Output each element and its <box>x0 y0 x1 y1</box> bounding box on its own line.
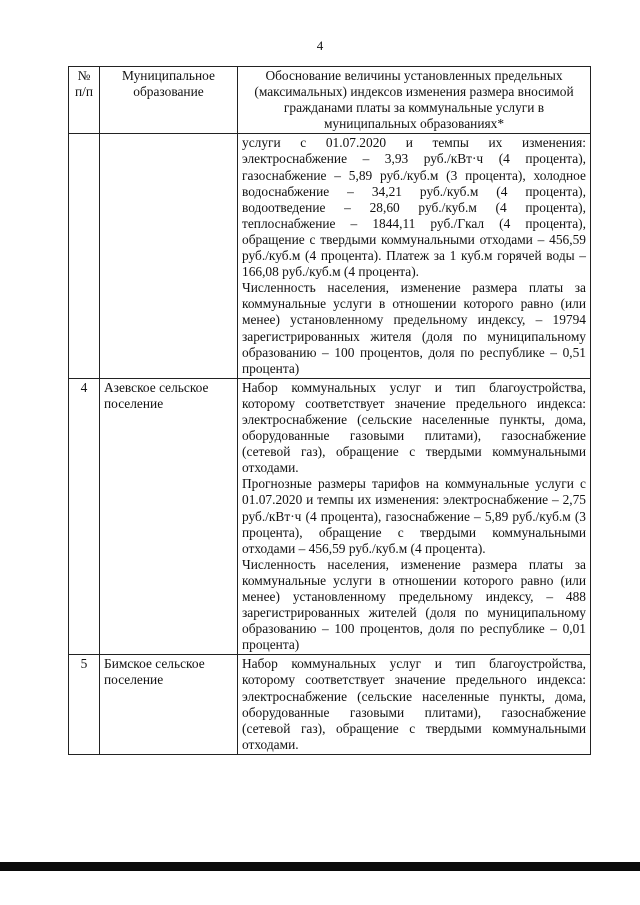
row-justification <box>238 378 591 655</box>
page-number: 4 <box>316 38 324 53</box>
justification-paragraph: Численность населения, изменение размера платы за коммунальные услуги в отношении которого равно (или менее) установленному предельному индексу, – 488 зарегистрированных жителей (доля по муниципальному образованию – 100 процентов, доля по республике – 0,01 процента) <box>242 556 586 653</box>
header-municipality: Муниципальное образование <box>100 67 238 134</box>
justification-paragraph: Набор коммунальных услуг и тип благоустройства, которому соответствует значение предельного индекса: электроснабжение (сельские населенные пункты, дома, оборудованные газовыми плитами), газоснабжение (сетевой газ), обращение с твердыми коммунальными отходами. <box>242 656 586 752</box>
row-number: 4 <box>69 378 100 655</box>
row-municipality <box>100 134 238 378</box>
table-row <box>69 134 591 378</box>
justification-paragraph: Набор коммунальных услуг и тип благоустройства, которому соответствует значение предельного индекса: электроснабжение (сельские населенные пункты, дома, оборудованные газовыми плитами), газоснабжение (сетевой газ), обращение с твердыми коммунальными отходами. <box>242 379 586 476</box>
row-number <box>69 134 100 378</box>
header-justification: Обоснование величины установленных предельных (максимальных) индексов изменения размера вносимой гражданами платы за коммунальные услуги в муниципальных образованиях* <box>238 67 591 134</box>
justification-paragraph: услуги с 01.07.2020 и темпы их изменения: электроснабжение – 3,93 руб./кВт·ч (4 процента), газоснабжение – 5,89 руб./куб.м (3 процента), холодное водоснабжение – 34,21 руб./куб.м (4 процента), водоотведение – 28,60 руб./куб.м (4 процента), теплоснабжение – 1844,11 руб./Гкал (4 процента), обращение с твердыми коммунальными отходами – 456,59 руб./куб.м (4 процента). Платеж за 1 куб.м горячей воды – 166,08 руб./куб.м (4 процента). <box>242 135 586 280</box>
row-municipality: Азевское сельское поселение <box>100 378 238 655</box>
row-justification <box>238 134 591 378</box>
scan-edge-band <box>0 862 640 871</box>
row-justification <box>238 655 591 755</box>
row-municipality: Бимское сельское поселение <box>100 655 238 755</box>
justification-paragraph: Прогнозные размеры тарифов на коммунальные услуги с 01.07.2020 и темпы их изменения: электроснабжение – 2,75 руб./кВт·ч (4 процента), газоснабжение – 5,89 руб./куб.м (3 процента), обращение с твердыми коммунальными отходами – 456,59 руб./куб.м (4 процента). <box>242 476 586 556</box>
tariff-index-table <box>68 66 591 755</box>
header-number: № п/п <box>69 67 100 134</box>
table-header-row <box>69 67 591 134</box>
row-number: 5 <box>69 655 100 755</box>
justification-paragraph: Численность населения, изменение размера платы за коммунальные услуги в отношении которого равно (или менее) установленному предельному индексу, – 19794 зарегистрированных жителя (доля по муниципальному образованию – 100 процентов, доля по республике – 0,51 процента) <box>242 280 586 376</box>
table-row <box>69 655 591 755</box>
table-row <box>69 378 591 655</box>
